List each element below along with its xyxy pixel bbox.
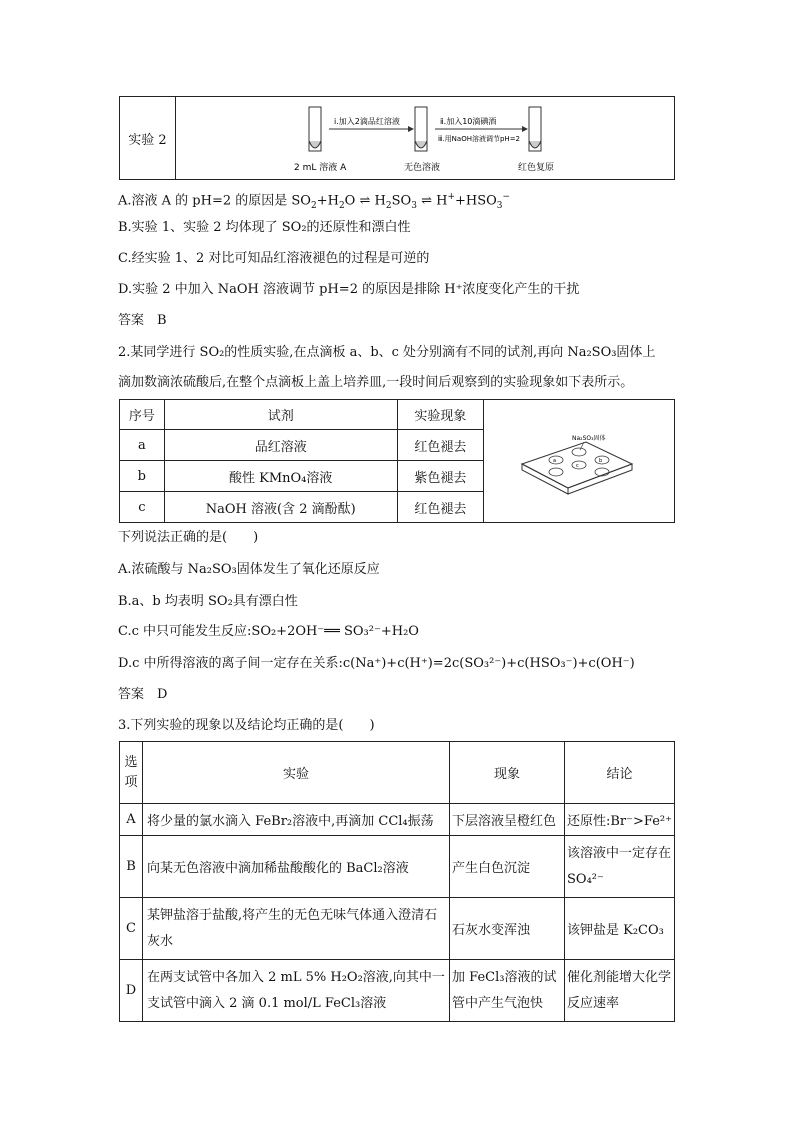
q2-answer: 答案 D [118, 687, 168, 702]
experiment-2-table [119, 96, 675, 180]
q3-row-a-conclusion: 还原性:Br⁻>Fe²⁺ [565, 804, 675, 836]
q1-option-d: D.实验 2 中加入 NaOH 溶液调节 pH=2 的原因是排除 H⁺浓度变化产生的干扰 [118, 282, 580, 297]
q3-row-c-option: C [120, 898, 143, 960]
q3-row-b-conclusion: 该溶液中一定存在 SO₄²⁻ [565, 836, 675, 898]
q3-row-c-conclusion: 该钾盐是 K₂CO₃ [565, 898, 675, 960]
step-3-label: ⅲ.用NaOH溶液调节pH=2 [438, 135, 521, 143]
q2-row-b-phenomenon: 紫色褪去 [397, 461, 483, 492]
q2-row-a-reagent: 品红溶液 [164, 430, 397, 461]
step-2-label: ⅱ.加入10滴碘酒 [440, 117, 497, 126]
q2-option-b: B.a、b 均表明 SO₂具有漂白性 [118, 594, 298, 609]
q1-option-b: B.实验 1、实验 2 均体现了 SO₂的还原性和漂白性 [118, 220, 411, 235]
q2-option-d: D.c 中所得溶液的离子间一定存在关系:c(Na⁺)+c(H⁺)=2c(SO₃²⁻)+c(HSO₃⁻)+c(OH⁻) [118, 656, 635, 671]
q3-header-conclusion: 结论 [565, 742, 675, 804]
q2-header-phenomenon: 实验现象 [397, 400, 483, 430]
q3-row-c-experiment: 某钾盐溶于盐酸,将产生的无色无味气体通入澄清石灰水 [143, 898, 450, 960]
q3-table [119, 741, 675, 1022]
q2-question: 下列说法正确的是( ) [118, 530, 259, 545]
test-tube-3-icon [529, 107, 541, 151]
q2-figure [484, 400, 675, 523]
q2-stem-line-1: 2.某同学进行 SO₂的性质实验,在点滴板 a、b、c 处分别滴有不同的试剂,再向 Na₂SO₃固体上 [118, 345, 656, 360]
q2-stem-line-2: 滴加数滴浓硫酸后,在整个点滴板上盖上培养皿,一段时间后观察到的实验现象如下表所示。 [118, 375, 634, 390]
q3-header-experiment: 实验 [143, 742, 450, 804]
q2-header-index: 序号 [120, 400, 165, 430]
spot-plate-diagram [484, 402, 674, 520]
q3-row-b-experiment: 向某无色溶液中滴加稀盐酸酸化的 BaCl₂溶液 [143, 836, 450, 898]
equilibrium-arrow-icon: ⇌ [359, 193, 371, 209]
q2-option-a: A.浓硫酸与 Na₂SO₃固体发生了氧化还原反应 [118, 562, 380, 577]
step-1-label: ⅰ.加入2滴品红溶液 [334, 117, 400, 126]
test-tube-diagram [176, 97, 674, 179]
q3-stem: 3.下列实验的现象以及结论均正确的是( ) [118, 718, 375, 733]
q3-row-d-option: D [120, 960, 143, 1022]
q2-row-b-reagent: 酸性 KMnO₄溶液 [164, 461, 397, 492]
q2-row-c-reagent: NaOH 溶液(含 2 滴酚酞) [164, 492, 397, 523]
q2-option-c: C.c 中只可能发生反应:SO₂+2OH⁻══ SO₃²⁻+H₂O [118, 624, 419, 639]
tube-2-label: 无色溶液 [404, 163, 441, 173]
arrow-2-icon [435, 126, 528, 132]
equilibrium-arrow-icon: ⇌ [421, 193, 432, 209]
q2-row-c-index: c [120, 492, 165, 523]
q2-row-a-index: a [120, 430, 165, 461]
q2-header-reagent: 试剂 [164, 400, 397, 430]
q3-row-b-option: B [120, 836, 143, 898]
experiment-2-figure [176, 97, 675, 180]
q3-row-d-conclusion: 催化剂能增大化学反应速率 [565, 960, 675, 1022]
q3-row-d-experiment: 在两支试管中各加入 2 mL 5% H₂O₂溶液,向其中一支试管中滴入 2 滴 0.1 mol/L FeCl₃溶液 [143, 960, 450, 1022]
arrow-1-icon [329, 126, 414, 132]
q2-row-c-phenomenon: 红色褪去 [397, 492, 483, 523]
test-tube-2-icon [415, 107, 427, 151]
q3-header-phenomenon: 现象 [450, 742, 565, 804]
q3-row-a-phenomenon: 下层溶液呈橙红色 [450, 804, 565, 836]
spot-c-label: c [576, 463, 579, 469]
spot-a-label: a [553, 458, 557, 464]
q2-row-a-phenomenon: 红色褪去 [397, 430, 483, 461]
experiment-2-label: 实验 2 [120, 97, 176, 180]
q1-option-c: C.经实验 1、2 对比可知品红溶液褪色的过程是可逆的 [118, 251, 430, 266]
q1-answer: 答案 B [118, 313, 167, 328]
q3-row-a-option: A [120, 804, 143, 836]
q3-row-b-phenomenon: 产生白色沉淀 [450, 836, 565, 898]
q2-table [119, 399, 675, 523]
q1-option-a: A.溶液 A 的 pH=2 的原因是 $SO_2+H_2O$ ⇌ $H_2SO_3$ ⇌ $H^++HSO_3^-$ [118, 192, 511, 211]
q3-row-d-phenomenon: 加 FeCl₃溶液的试管中产生气泡快 [450, 960, 565, 1022]
tube-1-label: 2 mL 溶液 A [294, 163, 347, 173]
test-tube-1-icon [309, 107, 321, 151]
spot-b-label: b [599, 458, 603, 464]
q3-row-a-experiment: 将少量的氯水滴入 FeBr₂溶液中,再滴加 CCl₄振荡 [143, 804, 450, 836]
q2-row-b-index: b [120, 461, 165, 492]
na2so3-solid-label: Na₂SO₃固体 [572, 435, 606, 442]
q3-header-option: 选项 [120, 742, 143, 804]
tube-3-label: 红色复原 [518, 163, 555, 173]
q3-row-c-phenomenon: 石灰水变浑浊 [450, 898, 565, 960]
